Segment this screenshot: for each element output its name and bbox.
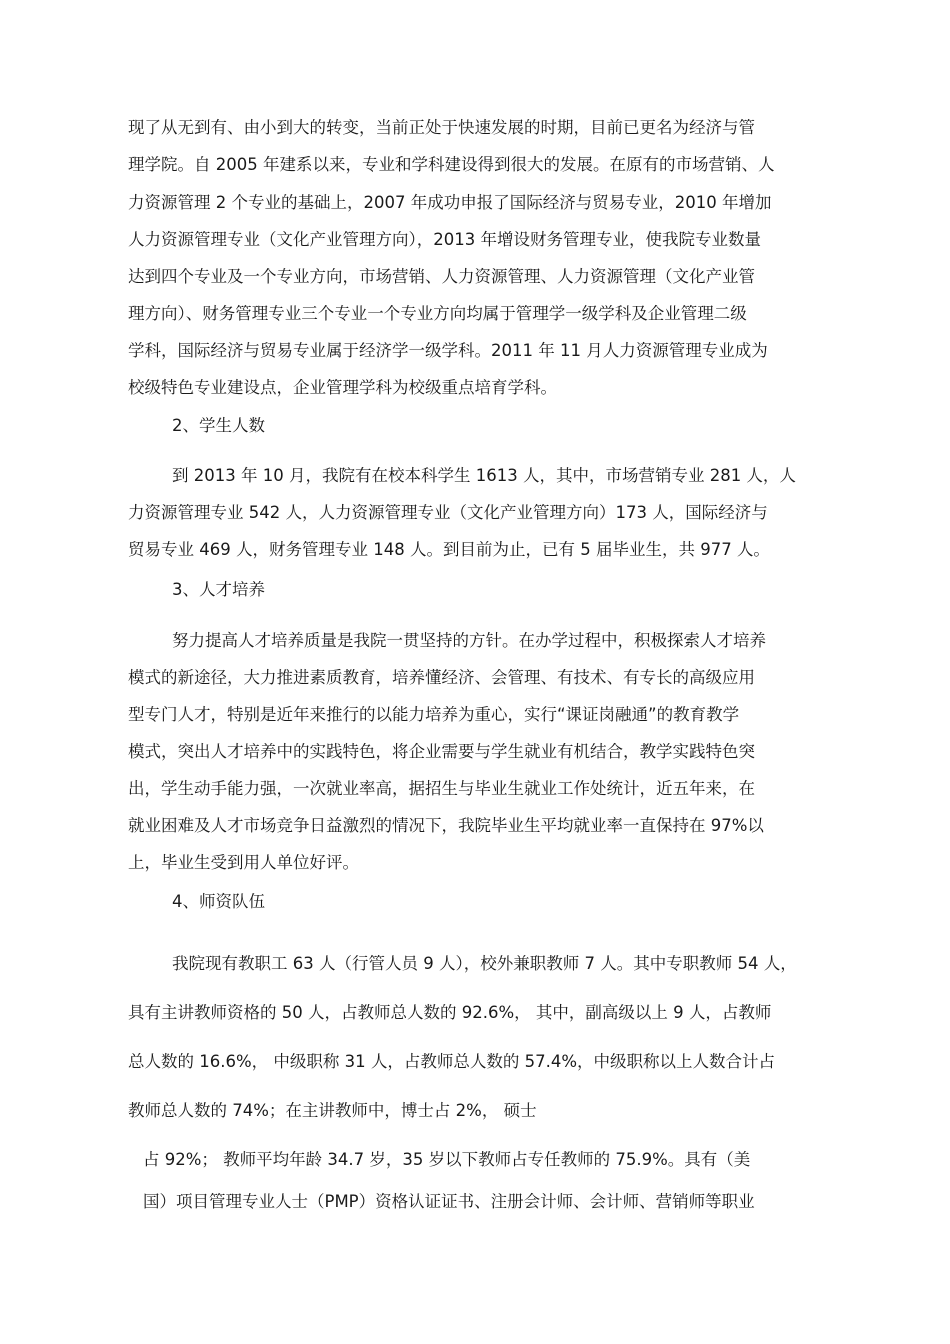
section-heading: 2、学生人数: [172, 416, 265, 435]
paragraph-line: 型专门人才，特别是近年来推行的以能力培养为重心，实行“课证岗融通”的教育教学: [128, 705, 740, 724]
paragraph-line: 上，毕业生受到用人单位好评。: [128, 853, 359, 872]
paragraph-line: 占 92%； 教师平均年龄 34.7 岁，35 岁以下教师占专任教师的 75.9%。具有（美: [143, 1150, 751, 1169]
paragraph-line: 校级特色专业建设点，企业管理学科为校级重点培育学科。: [128, 378, 557, 397]
paragraph-line: 学科，国际经济与贸易专业属于经济学一级学科。2011 年 11 月人力资源管理专业成为: [128, 341, 768, 360]
paragraph-line: 总人数的 16.6%， 中级职称 31 人，占教师总人数的 57.4%，中级职称以上人数合计占: [128, 1052, 776, 1071]
paragraph-line: 努力提高人才培养质量是我院一贯坚持的方针。在办学过程中，积极探索人才培养: [172, 631, 766, 650]
section-heading: 3、人才培养: [172, 580, 265, 599]
paragraph-line: 国）项目管理专业人士（PMP）资格认证证书、注册会计师、会计师、营销师等职业: [143, 1192, 755, 1211]
paragraph-line: 具有主讲教师资格的 50 人，占教师总人数的 92.6%， 其中，副高级以上 9 人，占教师: [128, 1003, 772, 1022]
paragraph-line: 理学院。自 2005 年建系以来，专业和学科建设得到很大的发展。在原有的市场营销、人: [128, 155, 775, 174]
paragraph-line: 力资源管理专业 542 人，人力资源管理专业（文化产业管理方向）173 人，国际经济与: [128, 503, 768, 522]
paragraph-line: 现了从无到有、由小到大的转变，当前正处于快速发展的时期，目前已更名为经济与管: [128, 118, 755, 137]
paragraph-line: 模式的新途径，大力推进素质教育，培养懂经济、会管理、有技术、有专长的高级应用: [128, 668, 755, 687]
paragraph-line: 贸易专业 469 人，财务管理专业 148 人。到目前为止，已有 5 届毕业生，共 977 人。: [128, 540, 770, 559]
paragraph-line: 教师总人数的 74%；在主讲教师中，博士占 2%， 硕士: [128, 1101, 537, 1120]
section-heading: 4、师资队伍: [172, 892, 265, 911]
paragraph-line: 力资源管理 2 个专业的基础上，2007 年成功申报了国际经济与贸易专业，2010 年增加: [128, 193, 772, 212]
paragraph-line: 理方向）、财务管理专业三个专业一个专业方向均属于管理学一级学科及企业管理二级: [128, 304, 747, 323]
paragraph-line: 人力资源管理专业（文化产业管理方向），2013 年增设财务管理专业，使我院专业数量: [128, 230, 761, 249]
paragraph-line: 模式，突出人才培养中的实践特色，将企业需要与学生就业有机结合，教学实践特色突: [128, 742, 755, 761]
paragraph-line: 我院现有教职工 63 人（行管人员 9 人），校外兼职教师 7 人。其中专职教师 54 人，: [172, 954, 797, 973]
paragraph-line: 出，学生动手能力强，一次就业率高，据招生与毕业生就业工作处统计，近五年来，在: [128, 779, 755, 798]
paragraph-line: 就业困难及人才市场竞争日益激烈的情况下，我院毕业生平均就业率一直保持在 97%以: [128, 816, 764, 835]
paragraph-line: 到 2013 年 10 月，我院有在校本科学生 1613 人，其中，市场营销专业 281 人，人: [172, 466, 796, 485]
paragraph-line: 达到四个专业及一个专业方向，市场营销、人力资源管理、人力资源管理（文化产业管: [128, 267, 755, 286]
